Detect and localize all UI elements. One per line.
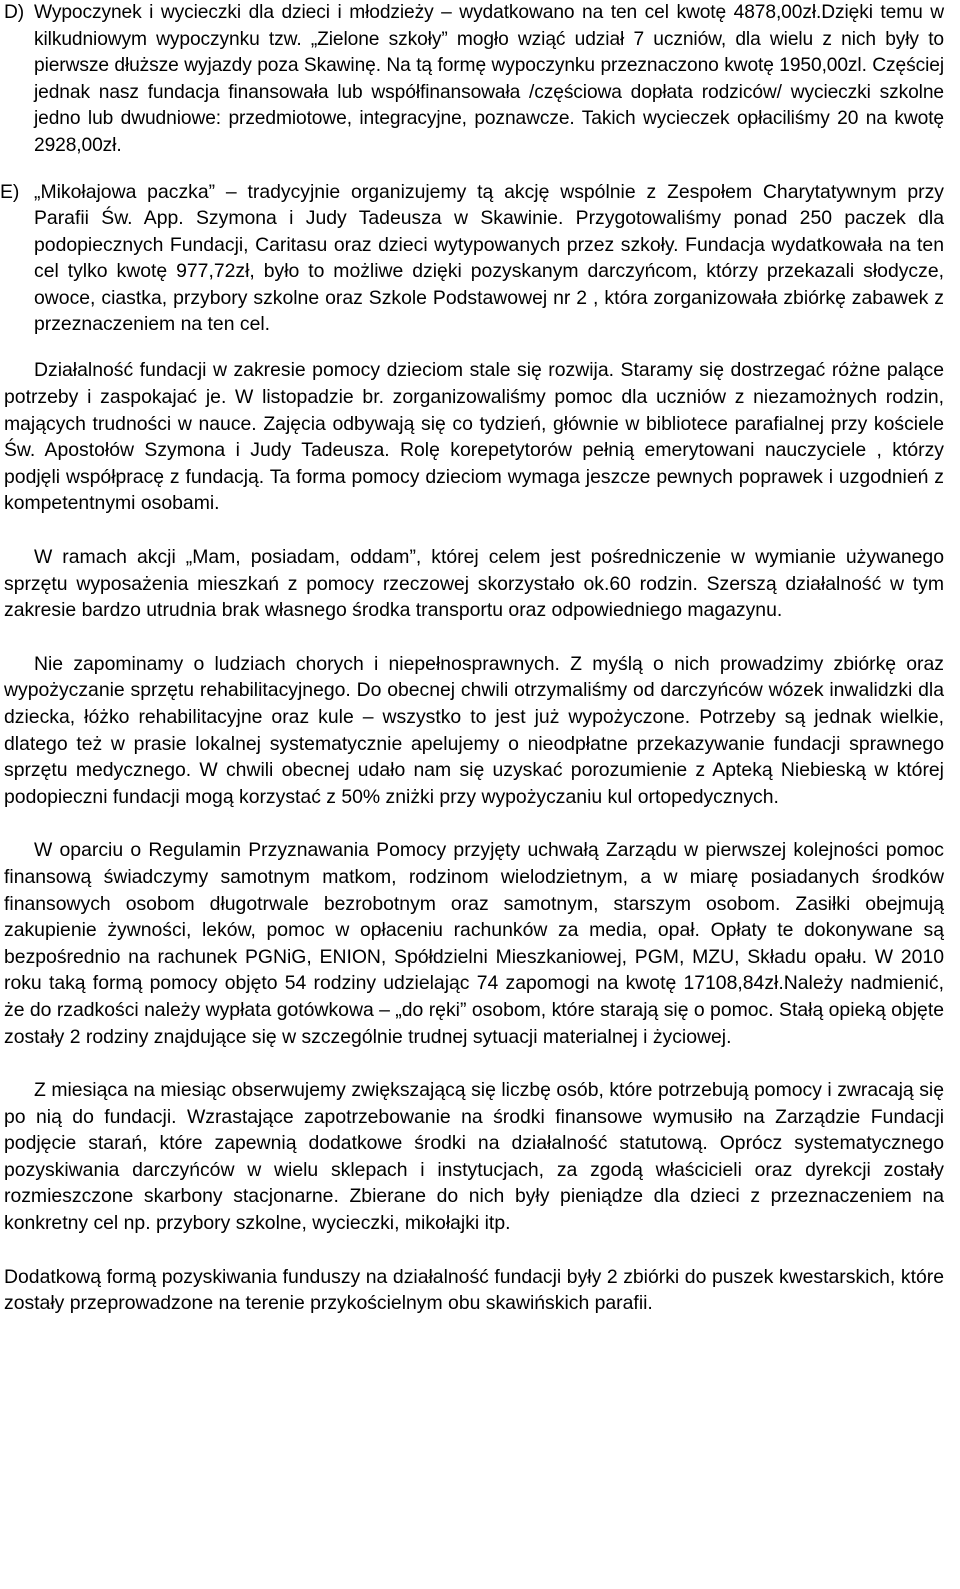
paragraph-collections-text: Dodatkową formą pozyskiwania funduszy na działalność fundacji były 2 zbiórki do puszek kwestarskich, które zostały przeprowadzone na terenie przykościelnym obu skawińskich parafii. [4,1265,944,1315]
section-d [4,0,944,159]
paragraph-collections [4,1264,944,1317]
paragraph-rehabilitation [4,651,944,811]
paragraph-financial-aid-text: W oparciu o Regulamin Przyznawania Pomocy przyjęty uchwałą Zarządu w pierwszej kolejności pomoc finansową świadczymy samotnym matkom, rodzinom wielodzietnym, a w miarę posiadanych środków finansowych osobom długotrwale bezrobotnym oraz samotnym, starszym osobom. Zasiłki obejmują zakupienie żywności, leków, pomoc w opłaceniu rachunków za media, opał. Opłaty te dokonywane są bezpośrednio na rachunek PGNiG, ENION, Spółdzielni Mieszkaniowej, PGM, MZU, Składu opału. W 2010 roku taką formą pomocy objęto 54 rodziny udzielając 74 zapomogi na kwotę 17108,84zł.Należy nadmienić, że do rzadkości należy wypłata gotówkowa – „do ręki” osobom, które starają się o pomoc. Stałą opieką objęte zostały 2 rodziny znajdujące się w szczególnie trudnej sytuacji materialnej i życiowej. [4,839,944,1048]
section-d-text: Wypoczynek i wycieczki dla dzieci i młodzieży – wydatkowano na ten cel kwotę 4878,00zł.Dzięki temu w kilkudniowym wypoczynku tzw. „Zielone szkoły” mogło wziąć udział 7 uczniów, dla wielu z nich były to pierwsze dłuższe wyjazdy poza Skawinę. Na tą formę wypoczynku przeznaczono kwotę 1950,00zl. Częściej jednak nasz fundacja finansowała lub współfinansowała /częściowa dopłata rodziców/ wycieczki szkolne jedno lub dwudniowe: przedmiotowe, integracyjne, poznawcze. Takich wycieczek opłaciliśmy 20 na kwotę 2928,00zł. [34,2,944,156]
paragraph-exchange-text: W ramach akcji „Mam, posiadam, oddam”, której celem jest pośredniczenie w wymianie używanego sprzętu wyposażenia mieszkań z pomocy rzeczowej skorzystało ok.60 rodzin. Szerszą działalność w tym zakresie bardzo utrudnia brak własnego środka transportu oraz odpowiedniego magazynu. [4,546,944,622]
paragraph-exchange [4,544,944,624]
paragraph-rehabilitation-text: Nie zapominamy o ludziach chorych i niepełnosprawnych. Z myślą o nich prowadzimy zbiórkę oraz wypożyczanie sprzętu rehabilitacyjnego. Do obecnej chwili otrzymaliśmy od darczyńców wózek inwalidzki dla dziecka, łóżko rehabilitacyjne oraz kule – wszystko to jest już wypożyczone. Potrzeby są jednak wielkie, dlatego też w prasie lokalnej systematycznie apelujemy o nieodpłatne przekazywanie fundacji sprawnego sprzętu medycznego. W chwili obecnej udało nam się uzyskać porozumienie z Apteką Niebieską w której podopieczni fundacji mogą korzystać z 50% zniżki przy wypożyczaniu kul ortopedycznych. [4,652,944,808]
paragraph-tutoring-text: Działalność fundacji w zakresie pomocy dzieciom stale się rozwija. Staramy się dostrzegać różne palące potrzeby i zaspokajać je. W listopadzie br. zorganizowaliśmy pomoc dla uczniów z niezamożnych rodzin, mających trudności w nauce. Zajęcia odbywają się co tydzień, głównie w bibliotece parafialnej przy kościele Św. Apostołów Szymona i Judy Tadeusza. Rolę korepetytorów pełnią emerytowani nauczyciele , którzy podjęli współpracę z fundacją. Ta forma pomocy dzieciom wymaga jeszcze pewnych poprawek i uzgodnień z kompetentnymi osobami. [4,359,944,515]
paragraph-fundraising [4,1077,944,1237]
paragraph-fundraising-text: Z miesiąca na miesiąc obserwujemy zwiększającą się liczbę osób, które potrzebują pomocy i zwracają się po nią do fundacji. Wzrastające zapotrzebowanie na środki finansowe wymusiło na Zarządzie Fundacji podjęcie starań, które zapewnią dodatkowe środki na działalność statutową. Oprócz systematycznego pozyskiwania darczyńców w wielu sklepach i instytucjach, za zgodą właścicieli oraz dyrekcji zostały rozmieszczone skarbony stacjonarne. Zbierane do nich były pieniądze dla dzieci z przeznaczeniem na konkretny cel np. przybory szkolne, wycieczki, mikołajki itp. [4,1079,944,1235]
section-d-marker: D) [4,2,25,23]
section-e-text: „Mikołajowa paczka” – tradycyjnie organizujemy tą akcję wspólnie z Zespołem Charytatywnym przy Parafii Św. App. Szymona i Judy Tadeusza w Skawinie. Przygotowaliśmy ponad 250 paczek dla podopiecznych Fundacji, Caritasu oraz dzieci wytypowanych przez szkoły. Fundacja wydatkowała na ten cel tylko kwotę 977,72zł, było to możliwe dzięki pozyskanym darczyńcom, którzy przekazali słodycze, owoce, ciastka, przybory szkolne oraz Szkole Podstawowej nr 2 , która zorganizowała zbiórkę zabawek z przeznaczeniem na ten cel. [34,181,944,336]
paragraph-tutoring [4,357,944,517]
section-e [0,179,944,337]
section-e-marker: E) [0,181,20,203]
paragraph-financial-aid [4,837,944,1050]
